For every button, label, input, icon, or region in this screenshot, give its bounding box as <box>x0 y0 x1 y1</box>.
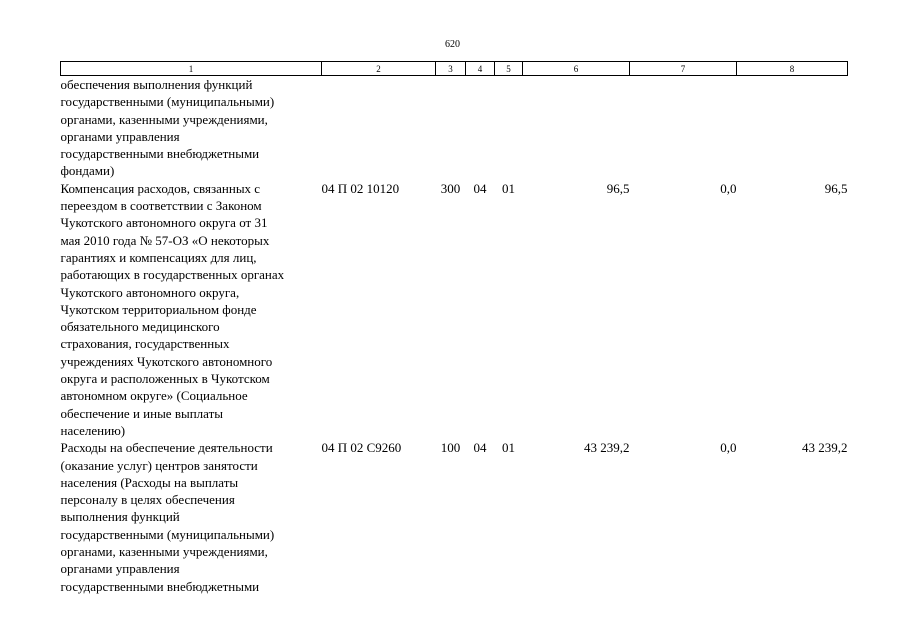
description-line: органами управления <box>60 128 180 144</box>
row-section <box>466 76 495 180</box>
row-code: 04 П 02 10120 <box>321 180 400 196</box>
row-description <box>61 76 322 180</box>
description-line: органами, казенными учреждениями, <box>60 111 268 127</box>
table-row <box>61 439 848 595</box>
column-number-1: 1 <box>61 62 322 76</box>
row-section: 04 <box>473 180 487 196</box>
description-line: Чукотском территориальном фонде <box>60 301 257 317</box>
description-line: Чукотского автономного округа, <box>60 284 240 300</box>
description-line: государственными (муниципальными) <box>60 94 275 110</box>
column-number-3: 3 <box>436 62 466 76</box>
column-number-8: 8 <box>737 62 848 76</box>
description-line: работающих в государственных органах <box>60 267 285 283</box>
row-amount-2: 0,0 <box>720 440 737 456</box>
row-amount-1: 43 239,2 <box>584 440 630 456</box>
row-amount-3 <box>737 76 848 180</box>
description-line: (оказание услуг) центров занятости <box>60 457 258 473</box>
description-line: обеспечения выполнения функций <box>60 77 253 92</box>
row-amount-1 <box>523 76 630 180</box>
row-type <box>436 76 466 180</box>
description-line: учреждениях Чукотского автономного <box>60 353 273 369</box>
row-amount-3: 96,5 <box>824 180 848 196</box>
description-line: органами управления <box>60 561 180 577</box>
table-row <box>61 76 848 180</box>
column-number-row <box>61 62 848 76</box>
description-line: переездом в соответствии с Законом <box>60 198 262 214</box>
row-amount-2 <box>630 76 737 180</box>
row-description <box>61 180 322 439</box>
description-line: страхования, государственных <box>60 336 230 352</box>
row-code: 04 П 02 С9260 <box>321 440 402 456</box>
row-code <box>322 76 436 180</box>
description-line: государственными внебюджетными <box>60 578 260 594</box>
column-number-2: 2 <box>322 62 436 76</box>
row-amount-2: 0,0 <box>720 180 737 196</box>
description-line: населения (Расходы на выплаты <box>60 474 239 490</box>
description-line: персоналу в целях обеспечения <box>60 492 235 508</box>
description-line: мая 2010 года № 57-ОЗ «О некоторых <box>60 232 270 248</box>
row-description <box>61 439 322 595</box>
budget-table <box>60 61 848 595</box>
row-section: 04 <box>473 440 487 456</box>
row-amount-3: 43 239,2 <box>802 440 848 456</box>
row-subsection <box>495 76 523 180</box>
page-number: 620 <box>445 39 460 50</box>
column-number-7: 7 <box>630 62 737 76</box>
description-line: населению) <box>60 422 126 438</box>
description-line: Компенсация расходов, связанных с <box>60 180 261 196</box>
description-line: гарантиях и компенсациях для лиц, <box>60 249 257 265</box>
column-number-6: 6 <box>523 62 630 76</box>
row-subsection: 01 <box>502 180 515 196</box>
description-line: автономном округе» (Социальное <box>60 388 248 404</box>
description-line: округа и расположенных в Чукотском <box>60 371 270 387</box>
table-row <box>61 180 848 439</box>
description-line: обеспечение и иные выплаты <box>60 405 223 421</box>
description-line: обязательного медицинского <box>60 319 220 335</box>
description-line: Расходы на обеспечение деятельности <box>60 440 273 456</box>
column-number-4: 4 <box>466 62 495 76</box>
description-line: государственными внебюджетными <box>60 146 260 162</box>
column-number-5: 5 <box>495 62 523 76</box>
description-line: выполнения функций <box>60 509 180 525</box>
description-line: фондами) <box>60 163 115 179</box>
row-subsection: 01 <box>502 440 515 456</box>
row-amount-1: 96,5 <box>606 180 630 196</box>
row-type: 100 <box>440 440 461 456</box>
description-line: государственными (муниципальными) <box>60 526 275 542</box>
description-line: Чукотского автономного округа от 31 <box>60 215 268 231</box>
description-line: органами, казенными учреждениями, <box>60 544 268 560</box>
row-type: 300 <box>440 180 461 196</box>
